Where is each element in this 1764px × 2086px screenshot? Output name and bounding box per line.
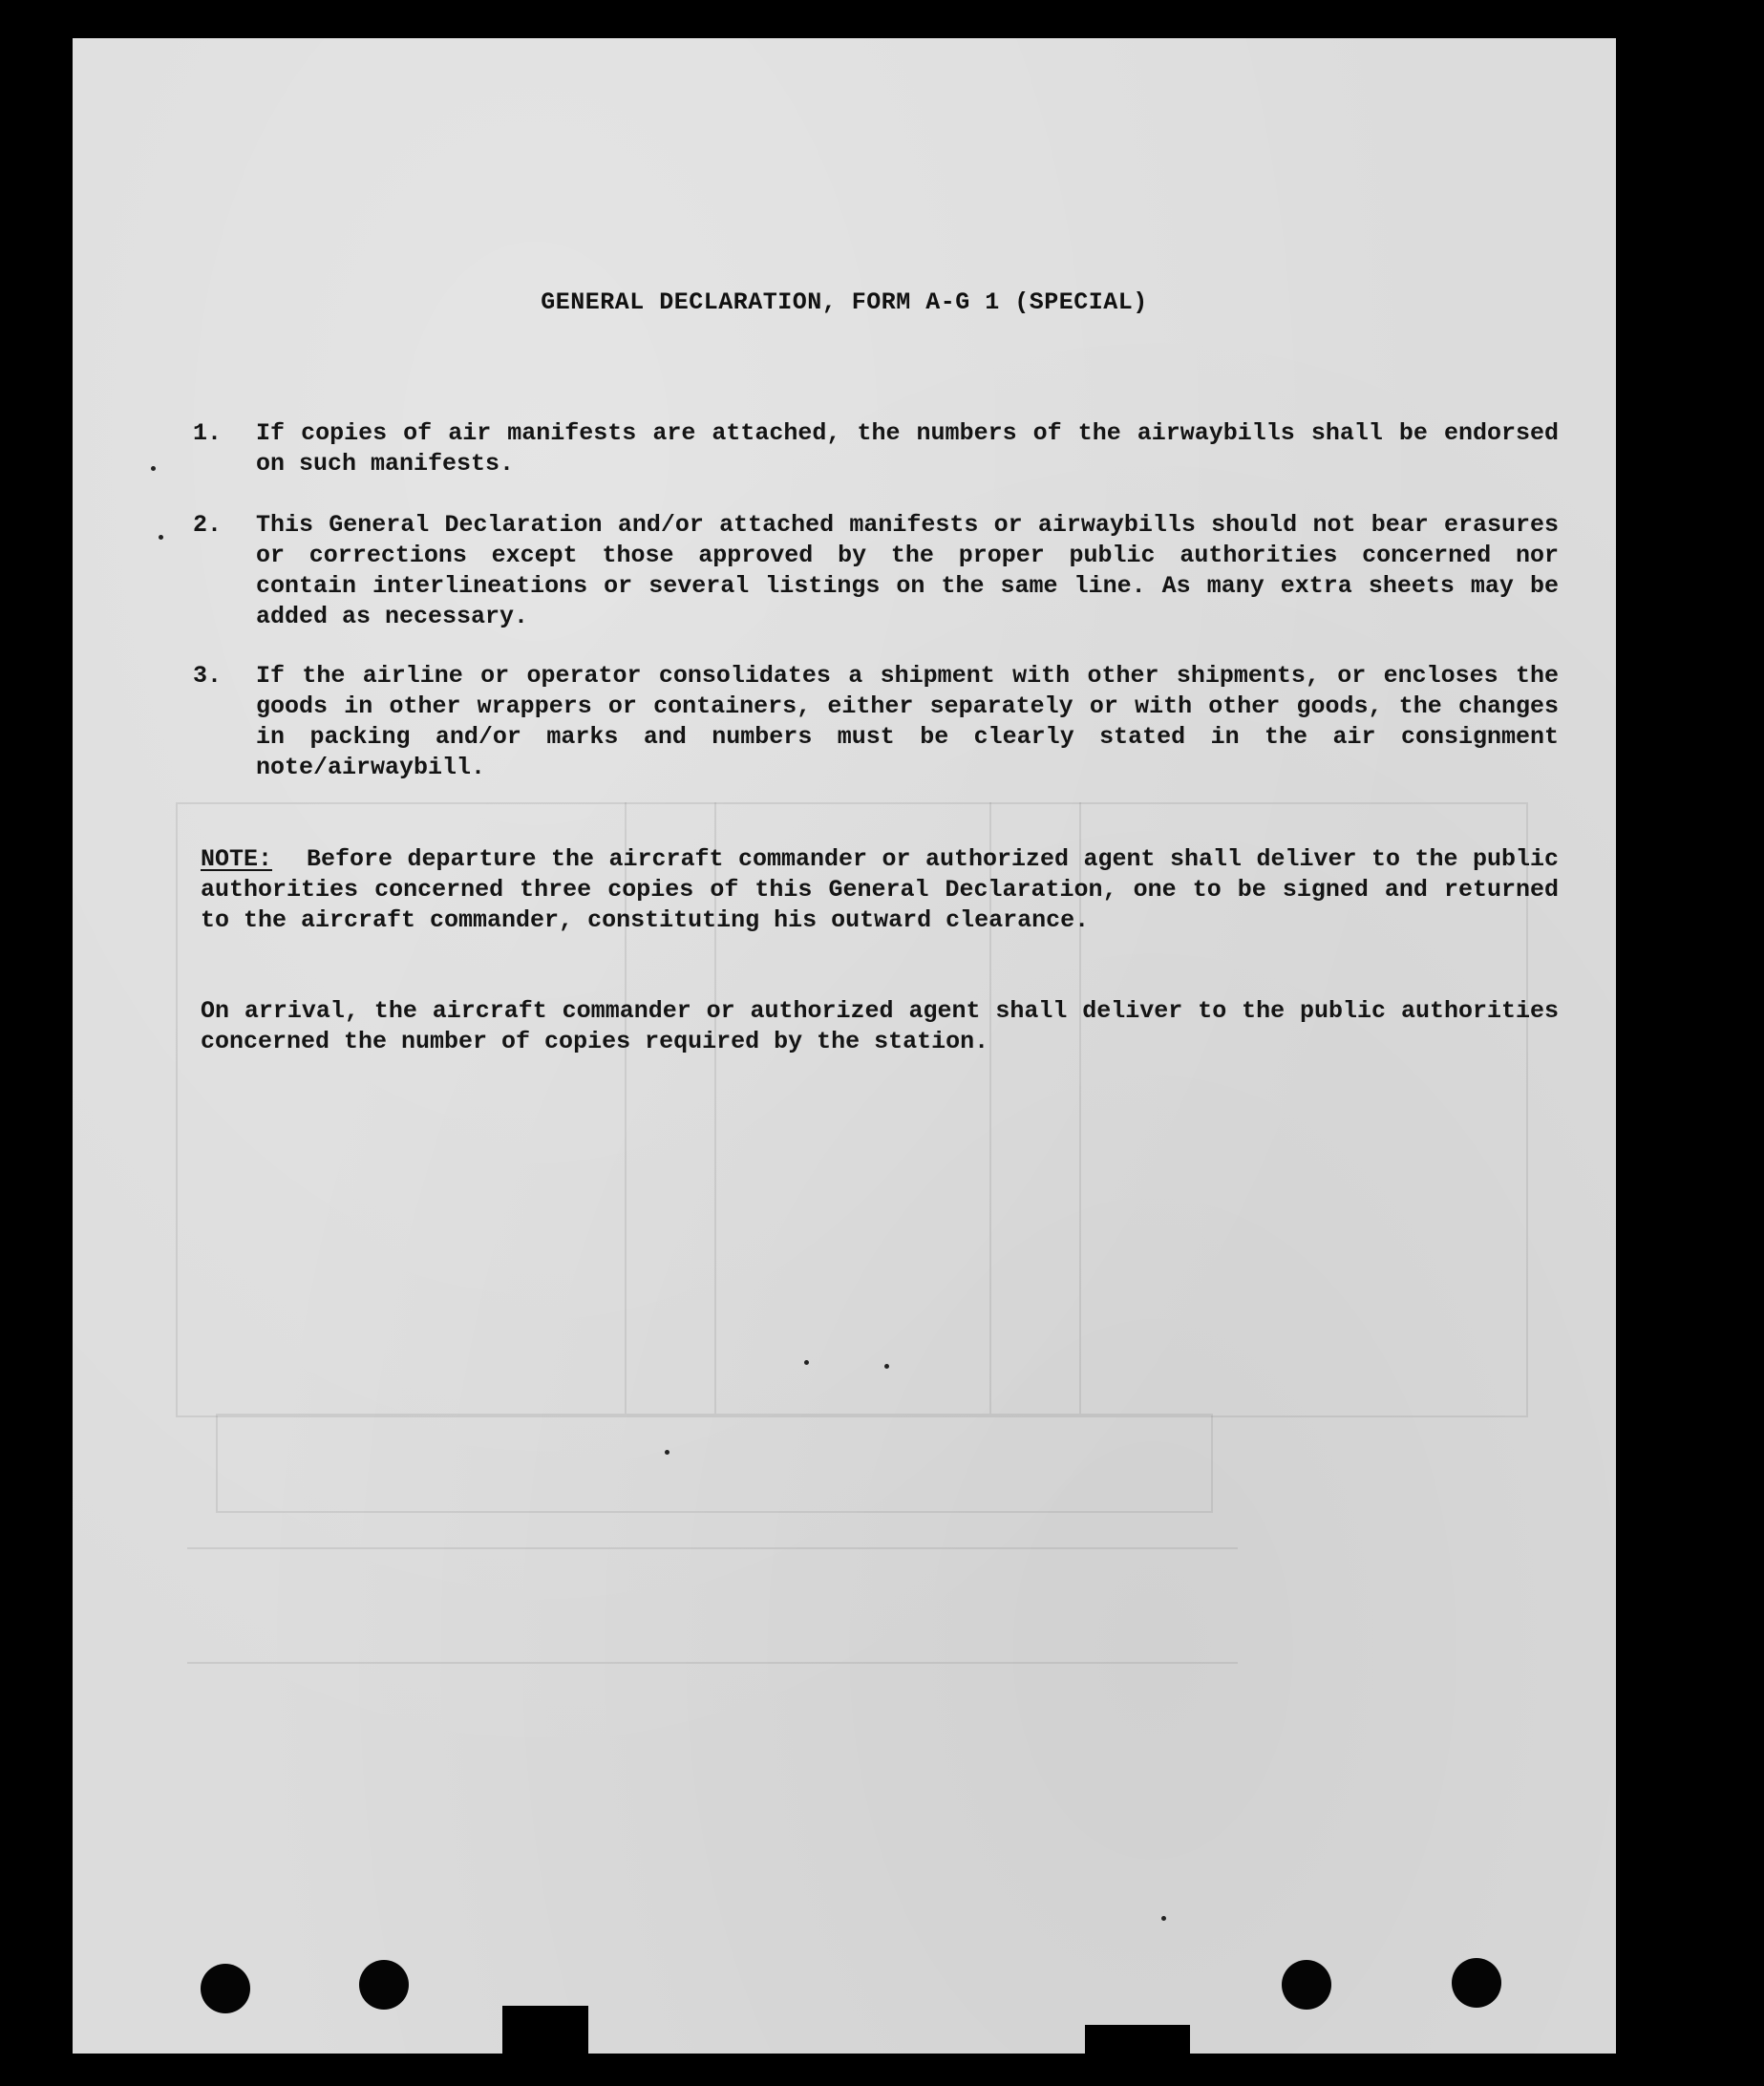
bleed-through-box <box>216 1414 1213 1513</box>
list-item <box>193 510 1559 632</box>
punch-hole <box>1282 1960 1331 2010</box>
document-page <box>73 38 1616 2054</box>
list-item <box>193 661 1559 783</box>
note-text: Before departure the aircraft commander or authorized agent shall deliver to the public authorities concerned three copies of this General Declaration, one to be signed and returned to the aircraft commander, constituting his outward clearance. <box>201 845 1559 934</box>
item-text: If the airline or operator consolidates a shipment with other shipments, or encloses the goods in other wrappers or containers, either separately or with other goods, the changes in packing and/or marks and numbers must be clearly stated in the air consignment note/airwaybill. <box>256 662 1559 781</box>
item-text: This General Declaration and/or attached manifests or airwaybills should not bear erasures or corrections except those approved by the proper public authorities concerned nor contain interlineations or several listings on the same line. As many extra sheets may be added as necessary. <box>256 511 1559 630</box>
list-item <box>193 418 1559 479</box>
torn-edge <box>1085 2025 1190 2054</box>
ink-speck <box>1161 1916 1166 1921</box>
ink-speck <box>159 535 163 540</box>
bleed-through-rule <box>187 1547 1238 1549</box>
punch-hole <box>201 1964 250 2013</box>
item-text: If copies of air manifests are attached, the numbers of the airwaybills shall be endorsed on such manifests. <box>256 419 1559 478</box>
punch-hole <box>1452 1958 1501 2008</box>
punch-hole <box>359 1960 409 2010</box>
item-number: 1. <box>193 419 223 447</box>
arrival-paragraph: On arrival, the aircraft commander or authorized agent shall deliver to the public authorities concerned the number of copies required by the station. <box>201 997 1559 1055</box>
ink-speck <box>804 1360 809 1365</box>
document-title: GENERAL DECLARATION, FORM A-G 1 (SPECIAL) <box>541 288 1148 316</box>
torn-edge <box>502 2006 588 2054</box>
note-label: NOTE: <box>201 845 273 873</box>
ink-speck <box>884 1364 889 1369</box>
ink-speck <box>665 1450 669 1455</box>
ink-speck <box>151 466 156 471</box>
item-number: 3. <box>193 662 223 690</box>
item-number: 2. <box>193 511 223 539</box>
note-paragraph <box>201 844 1559 936</box>
bleed-through-rule <box>187 1662 1238 1664</box>
